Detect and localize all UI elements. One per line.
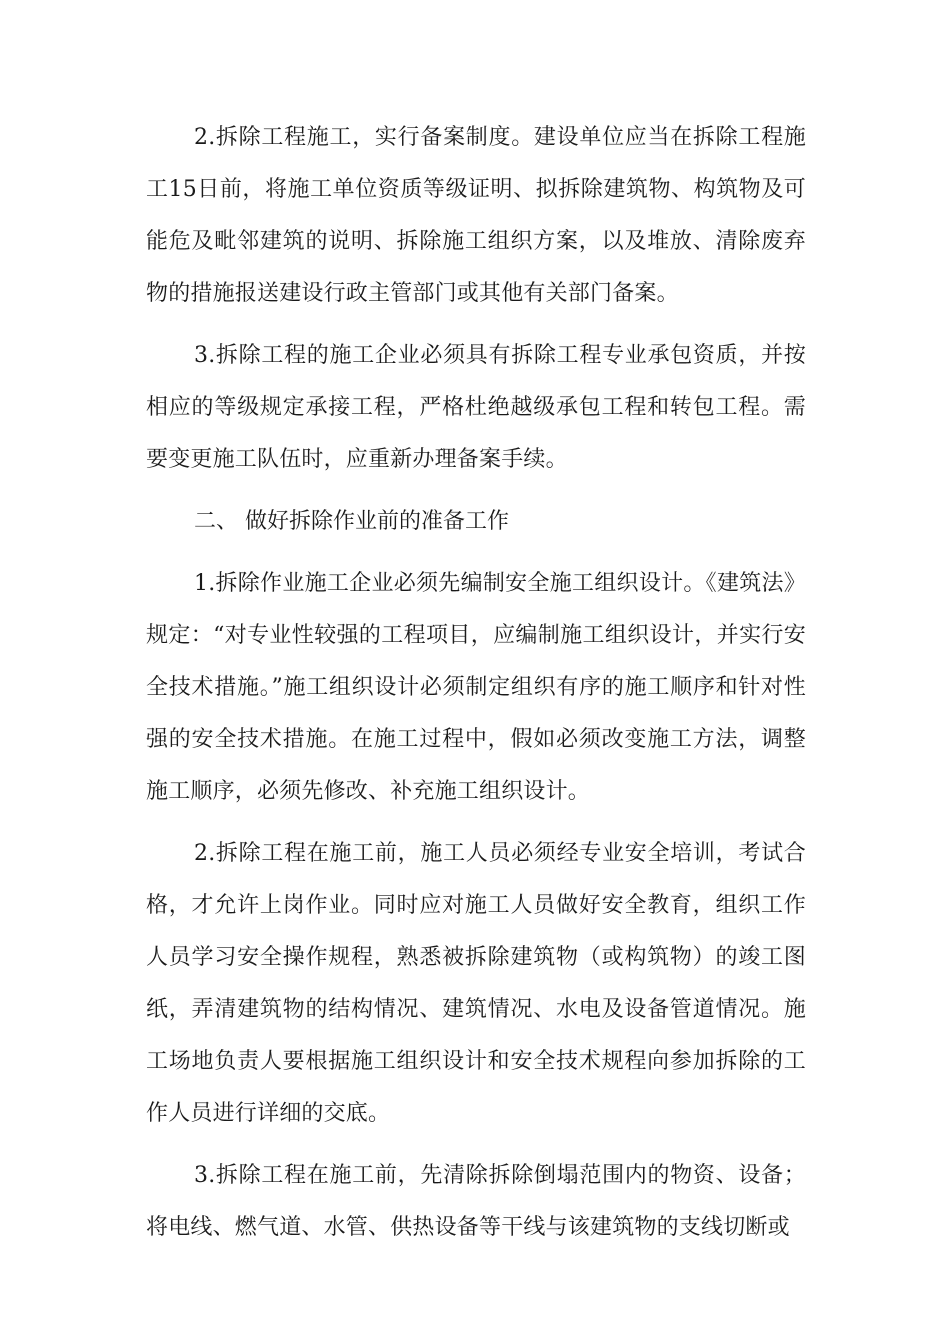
paragraph-filing-system: 2.拆除工程施工，实行备案制度。建设单位应当在拆除工程施工15日前，将施工单位资质等级证明、拟拆除建筑物、构筑物及可能危及毗邻建筑的说明、拆除施工组织方案，以及堆放、清除废弃物的措施报送建设行政主管部门或其他有关部门备案。 (146, 125, 806, 306)
paragraph-safety-design: 1.拆除作业施工企业必须先编制安全施工组织设计。《建筑法》规定：“对专业性较强的工程项目，应编制施工组织设计，并实行安全技术措施。”施工组织设计必须制定组织有序的施工顺序和针对性强的安全技术措施。在施工过程中，假如必须改变施工方法，调整施工顺序，必须先修改、补充施工组织设计。 (146, 571, 806, 804)
paragraph-contractor-qualification: 3.拆除工程的施工企业必须具有拆除工程专业承包资质，并按相应的等级规定承接工程，严格杜绝越级承包工程和转包工程。需要变更施工队伍时，应重新办理备案手续。 (146, 343, 806, 472)
paragraph-site-clearing: 3.拆除工程在施工前，先清除拆除倒塌范围内的物资、设备；将电线、燃气道、水管、供热设备等干线与该建筑物的支线切断或 (146, 1163, 806, 1240)
document-body (146, 112, 806, 1264)
paragraph-safety-training: 2.拆除工程在施工前，施工人员必须经专业安全培训，考试合格，才允许上岗作业。同时应对施工人员做好安全教育，组织工作人员学习安全操作规程，熟悉被拆除建筑物（或构筑物）的竣工图纸，弄清建筑物的结构情况、建筑情况、水电及设备管道情况。施工场地负责人要根据施工组织设计和安全技术规程向参加拆除的工作人员进行详细的交底。 (146, 841, 806, 1126)
section-heading-preparation: 二、 做好拆除作业前的准备工作 (194, 509, 509, 534)
